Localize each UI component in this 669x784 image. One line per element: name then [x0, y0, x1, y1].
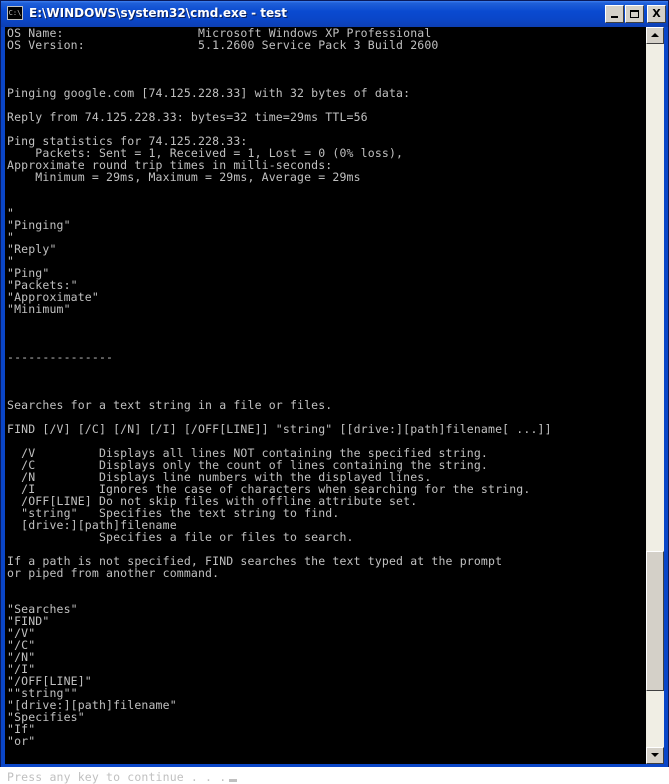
- close-button[interactable]: [647, 5, 666, 23]
- scroll-down-arrow-icon: [651, 753, 659, 757]
- maximize-button[interactable]: [625, 5, 644, 23]
- maximize-icon: [630, 10, 639, 18]
- text-cursor: [229, 779, 237, 782]
- cmd-console-icon[interactable]: C:\: [7, 6, 23, 20]
- window-title: E:\WINDOWS\system32\cmd.exe - test: [29, 6, 287, 20]
- minimize-icon: [611, 16, 618, 18]
- console-output-text: OS Name: Microsoft Windows XP Professional OS Version: 5.1.2600 Service Pack 3 Build 2600 Pinging google.com [74.125.228.33] with 32 bytes of data: Reply from 74.125.228.33: bytes=32 time=29ms TTL=56 Ping statistics for 74.125.228.33: Packets: Sent = 1, Received = 1, Lost = 0 (0% loss), Approximate round trip times in milli-seconds: Minimum = 29ms, Maximum = 29ms, Average = 29ms " "Pinging" " "Reply" " "Ping" "Packets:" "Approximate" "Minimum" --------------- Searches for a text string in a file or files. FIND [/V] [/C] [/N] [/I] [/OFF[LINE]] "string" [[drive:][path]filename[ ...]] /V Displays all lines NOT containing the specified string. /C Displays only the count of lines containing the string. /N Displays line numbers with the displayed lines. /I Ignores the case of characters when searching for the string. /OFF[LINE] Do not skip files with offline attribute set. "string" Specifies the text string to find. [drive:][path]filename Specifies a file or files to search. If a path is not specified, FIND searches the text typed at the prompt or piped from another command. "Searches" "FIND" "/V" "/C" "/N" "/I" "/OFF[LINE]" ""string"" "[drive:][path]filename" "Specifies" "If" "or": [7, 26, 552, 748]
- scroll-up-button[interactable]: [646, 27, 664, 44]
- scrollbar-track[interactable]: [646, 44, 664, 747]
- title-bar[interactable]: [1, 1, 668, 27]
- minimize-button[interactable]: [605, 5, 624, 23]
- scrollbar-thumb[interactable]: [646, 551, 664, 691]
- console-text: [5, 27, 646, 783]
- close-icon: X: [652, 7, 661, 20]
- scroll-up-arrow-icon: [651, 33, 659, 37]
- vertical-scrollbar[interactable]: [646, 27, 664, 764]
- console-output-area[interactable]: [5, 26, 646, 784]
- window-frame-right: [664, 27, 668, 766]
- scroll-down-button[interactable]: [646, 747, 664, 764]
- window-frame-bottom: [1, 764, 668, 767]
- continue-prompt: Press any key to continue . . .: [7, 770, 227, 784]
